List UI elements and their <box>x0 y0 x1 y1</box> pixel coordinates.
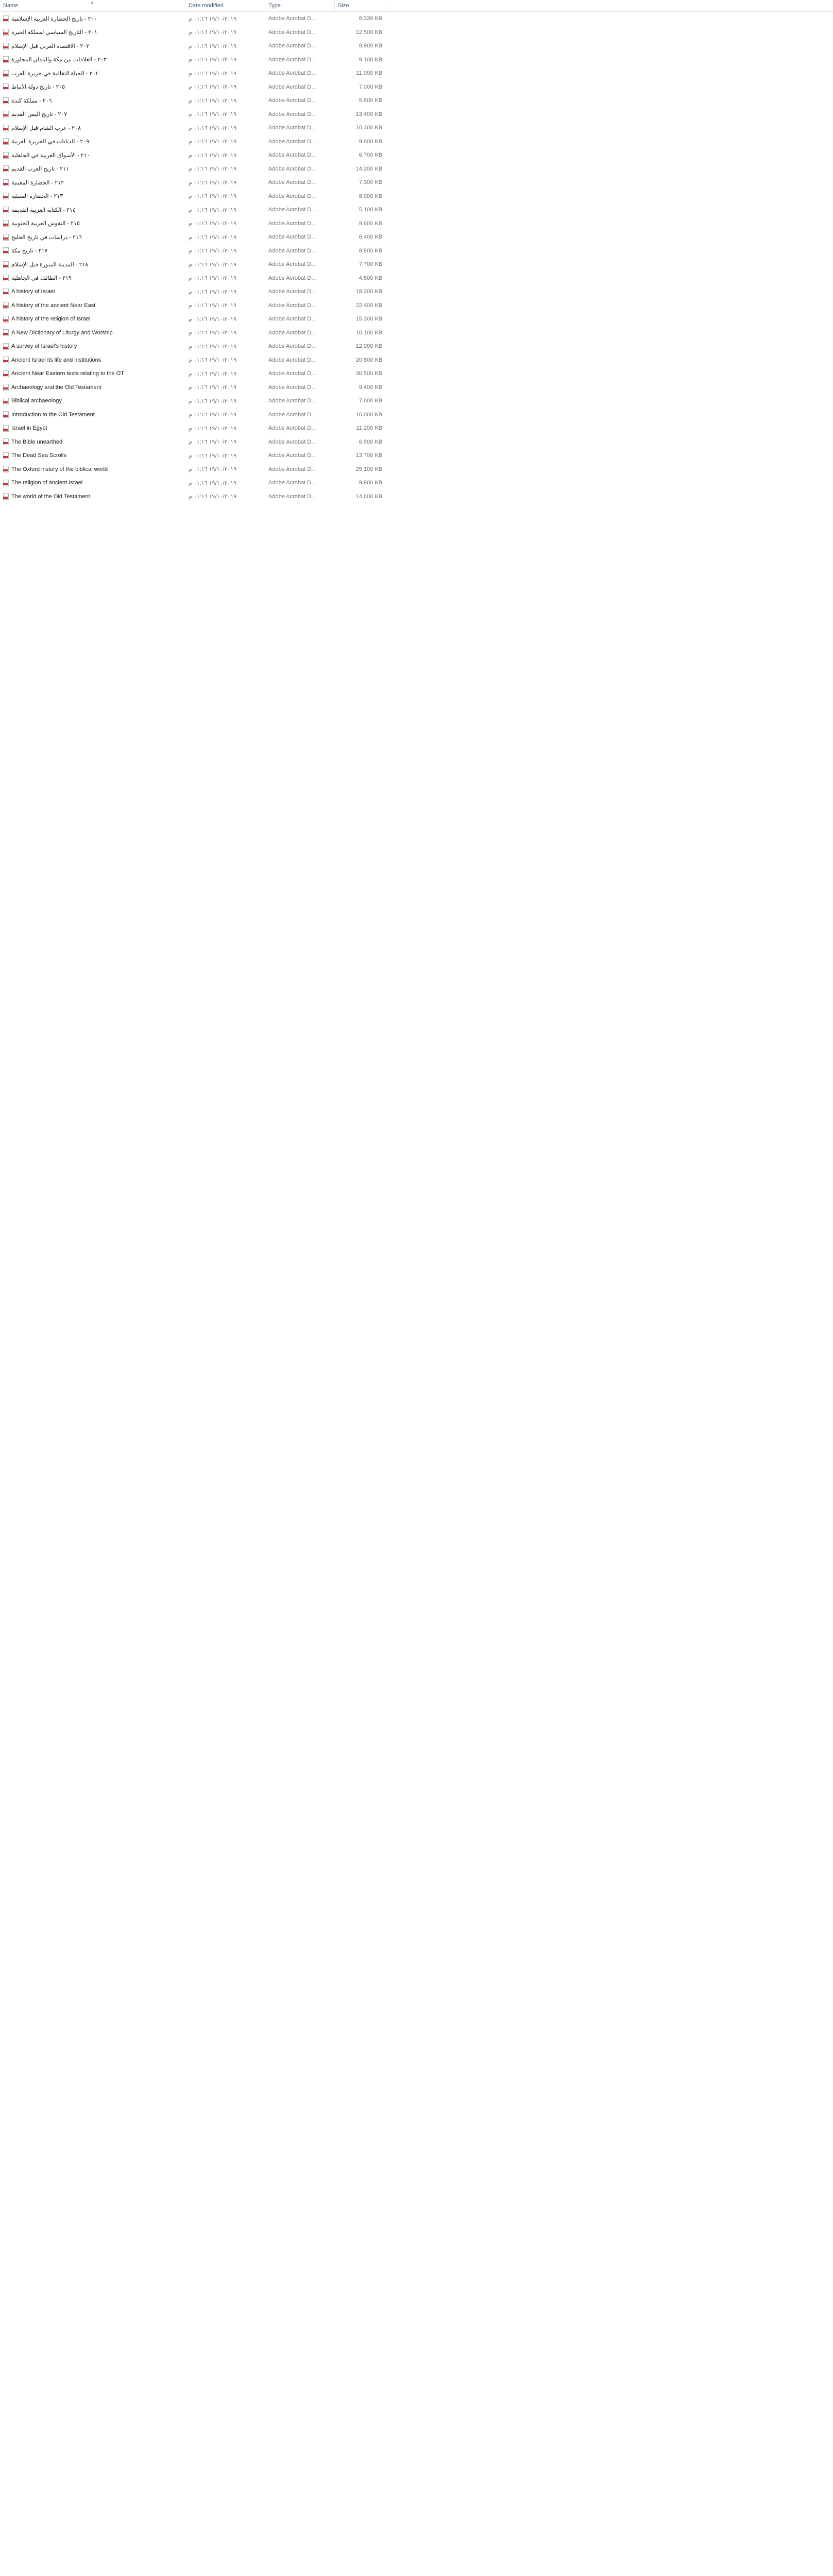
file-size: 13,400 KB <box>355 111 382 117</box>
file-date-modified: ١٩/١٠/٢٠١٩ ٠١:١٦ م <box>189 452 237 459</box>
file-row[interactable] <box>0 394 833 408</box>
file-size: 10,300 KB <box>355 125 382 131</box>
file-date-modified: ١٩/١٠/٢٠١٩ ٠١:١٦ م <box>189 357 237 364</box>
file-name-cell <box>0 438 185 445</box>
file-type: Adobe Acrobat D... <box>268 111 316 117</box>
file-name-cell <box>0 466 185 472</box>
file-row[interactable] <box>0 490 833 504</box>
file-row[interactable] <box>0 80 833 94</box>
pdf-file-icon <box>3 29 9 36</box>
file-name: Israel in Egypt <box>11 425 47 432</box>
file-type: Adobe Acrobat D... <box>268 125 316 131</box>
file-row[interactable] <box>0 340 833 353</box>
file-size: 5,100 KB <box>359 207 382 213</box>
file-date-modified: ١٩/١٠/٢٠١٩ ٠١:١٦ م <box>189 193 237 200</box>
file-name-cell <box>0 398 185 404</box>
file-name: ٢٠٦ - مملكة كندة <box>11 97 52 104</box>
file-row[interactable] <box>0 217 833 231</box>
file-date-modified: ١٩/١٠/٢٠١٩ ٠١:١٦ م <box>189 425 237 432</box>
file-row[interactable] <box>0 121 833 135</box>
file-date-modified: ١٩/١٠/٢٠١٩ ٠١:١٦ م <box>189 84 237 91</box>
column-header-name[interactable]: Name <box>0 0 185 11</box>
column-header-bar <box>0 0 833 12</box>
file-size: 25,100 KB <box>355 466 382 472</box>
file-size: 12,500 KB <box>355 29 382 36</box>
file-name-cell <box>0 493 185 500</box>
file-type: Adobe Acrobat D... <box>268 357 316 363</box>
pdf-file-icon <box>3 452 9 459</box>
file-size: 18,200 KB <box>355 289 382 295</box>
file-row[interactable] <box>0 367 833 381</box>
file-row[interactable] <box>0 26 833 40</box>
file-name: ٢٠٠ - تاريخ الحضارة العربية الإسلامية <box>11 15 97 22</box>
file-size: 15,300 KB <box>355 316 382 323</box>
file-name-cell <box>0 220 185 227</box>
file-name: ٢١٨ - المدينة المنورة قبل الإسلام <box>11 261 89 268</box>
pdf-file-icon <box>3 138 9 145</box>
pdf-file-icon <box>3 165 9 172</box>
pdf-file-icon <box>3 411 9 418</box>
file-date-modified: ١٩/١٠/٢٠١٩ ٠١:١٦ م <box>189 330 237 336</box>
file-row[interactable] <box>0 12 833 26</box>
file-name-cell <box>0 179 185 186</box>
file-size: 5,600 KB <box>359 97 382 104</box>
file-name-cell <box>0 234 185 241</box>
file-type: Adobe Acrobat D... <box>268 70 316 77</box>
file-date-modified: ١٩/١٠/٢٠١٩ ٠١:١٦ م <box>189 275 237 282</box>
file-row[interactable] <box>0 148 833 162</box>
file-name-cell <box>0 138 185 145</box>
file-size: 14,200 KB <box>355 165 382 172</box>
file-size: 6,700 KB <box>359 152 382 159</box>
file-name: ٢٠٩ - الديانات في الجزيرة العربية <box>11 139 90 145</box>
file-type: Adobe Acrobat D... <box>268 275 316 281</box>
file-type: Adobe Acrobat D... <box>268 261 316 268</box>
file-row[interactable] <box>0 476 833 490</box>
pdf-file-icon <box>3 343 9 350</box>
file-type: Adobe Acrobat D... <box>268 179 316 186</box>
file-type: Adobe Acrobat D... <box>268 43 316 49</box>
file-date-modified: ١٩/١٠/٢٠١٩ ٠١:١٦ م <box>189 398 237 404</box>
pdf-file-icon <box>3 357 9 363</box>
pdf-file-icon <box>3 70 9 77</box>
file-type: Adobe Acrobat D... <box>268 234 316 241</box>
file-size: 8,339 KB <box>359 15 382 22</box>
file-size: 10,100 KB <box>355 329 382 336</box>
file-date-modified: ١٩/١٠/٢٠١٩ ٠١:١٦ م <box>189 70 237 77</box>
file-name: Introduction to the Old Testament <box>11 411 95 418</box>
file-type: Adobe Acrobat D... <box>268 466 316 472</box>
file-name-cell <box>0 56 185 63</box>
file-name-cell <box>0 29 185 36</box>
file-type: Adobe Acrobat D... <box>268 138 316 145</box>
file-row[interactable] <box>0 162 833 176</box>
pdf-file-icon <box>3 179 9 186</box>
file-date-modified: ١٩/١٠/٢٠١٩ ٠١:١٦ م <box>189 111 237 118</box>
file-row[interactable] <box>0 421 833 435</box>
file-type: Adobe Acrobat D... <box>268 165 316 172</box>
file-name-cell <box>0 111 185 117</box>
file-name-cell <box>0 165 185 172</box>
file-name: ٢٠٨ - عرب الشام قبل الإسلام <box>11 125 81 131</box>
file-name: The Bible unearthed <box>11 438 63 445</box>
file-row[interactable] <box>0 53 833 67</box>
file-name: A history of the religion of Israel <box>11 316 91 323</box>
file-date-modified: ١٩/١٠/٢٠١٩ ٠١:١٦ م <box>189 207 237 213</box>
file-date-modified: ١٩/١٠/٢٠١٩ ٠١:١٦ م <box>189 43 237 49</box>
column-header-size[interactable]: Size <box>335 0 386 11</box>
file-size: 6,900 KB <box>359 438 382 445</box>
pdf-file-icon <box>3 193 9 199</box>
file-row[interactable] <box>0 285 833 299</box>
file-name: ٢١٣ - الحضارة السبئية <box>11 193 63 200</box>
file-date-modified: ١٩/١٠/٢٠١٩ ٠١:١٦ م <box>189 166 237 173</box>
file-size: 7,600 KB <box>359 398 382 404</box>
file-type: Adobe Acrobat D... <box>268 452 316 459</box>
file-name-cell <box>0 411 185 418</box>
file-type: Adobe Acrobat D... <box>268 302 316 309</box>
file-name: ٢٠٥ - تاريخ دولة الأنباط <box>11 84 65 91</box>
pdf-file-icon <box>3 302 9 309</box>
file-row[interactable] <box>0 312 833 326</box>
column-header-date-modified[interactable]: Date modified <box>185 0 265 11</box>
file-name: ٢٠٧ - تاريخ اليمن القديم <box>11 111 67 118</box>
pdf-file-icon <box>3 152 9 159</box>
file-date-modified: ١٩/١٠/٢٠١٩ ٠١:١٦ م <box>189 97 237 104</box>
file-type: Adobe Acrobat D... <box>268 370 316 377</box>
file-row[interactable] <box>0 203 833 217</box>
file-size: 8,000 KB <box>359 193 382 199</box>
file-name: A history of the ancient Near East <box>11 302 96 309</box>
file-type: Adobe Acrobat D... <box>268 329 316 336</box>
file-row[interactable] <box>0 449 833 463</box>
file-date-modified: ١٩/١٠/٢٠١٩ ٠١:١٦ م <box>189 480 237 486</box>
pdf-file-icon <box>3 275 9 281</box>
pdf-file-icon <box>3 370 9 377</box>
pdf-file-icon <box>3 97 9 104</box>
file-type: Adobe Acrobat D... <box>268 207 316 213</box>
file-size: 7,000 KB <box>359 83 382 90</box>
file-name-cell <box>0 384 185 391</box>
file-date-modified: ١٩/١٠/٢٠١٩ ٠١:١٦ م <box>189 494 237 500</box>
file-size: 8,800 KB <box>359 247 382 254</box>
file-name-cell <box>0 83 185 90</box>
file-name-cell <box>0 247 185 254</box>
file-type: Adobe Acrobat D... <box>268 480 316 486</box>
pdf-file-icon <box>3 43 9 49</box>
file-name: ٢١٠ - الأسواق العربية في الجاهلية <box>11 152 90 159</box>
file-row[interactable] <box>0 230 833 244</box>
file-date-modified: ١٩/١٠/٢٠١٩ ٠١:١٦ م <box>189 179 237 186</box>
file-name: ٢١٢ - الحضارة المعينية <box>11 179 64 186</box>
file-list <box>0 12 833 503</box>
file-name-cell <box>0 357 185 363</box>
pdf-file-icon <box>3 220 9 227</box>
file-type: Adobe Acrobat D... <box>268 425 316 432</box>
pdf-file-icon <box>3 83 9 90</box>
file-size: 20,800 KB <box>355 357 382 363</box>
file-row[interactable] <box>0 94 833 108</box>
file-date-modified: ١٩/١٠/٢٠١٩ ٠١:١٦ م <box>189 343 237 350</box>
file-name: The Oxford history of the biblical world <box>11 466 108 472</box>
file-name: The world of the Old Testament <box>11 493 90 500</box>
file-size: 12,000 KB <box>355 343 382 350</box>
file-date-modified: ١٩/١٠/٢٠١٩ ٠١:١٦ م <box>189 412 237 418</box>
file-type: Adobe Acrobat D... <box>268 411 316 418</box>
file-name-cell <box>0 207 185 213</box>
file-row[interactable] <box>0 326 833 340</box>
file-row[interactable] <box>0 299 833 313</box>
file-name: ٢١٦ - دراسات في تاريخ الخليج <box>11 234 82 241</box>
file-type: Adobe Acrobat D... <box>268 398 316 404</box>
pdf-file-icon <box>3 289 9 295</box>
pdf-file-icon <box>3 438 9 445</box>
file-name: A survey of Israel's history <box>11 343 77 350</box>
file-date-modified: ١٩/١٠/٢٠١٩ ٠١:١٦ م <box>189 248 237 255</box>
file-row[interactable] <box>0 135 833 149</box>
file-name: ٢١٤ - الكتابة العربية القديمة <box>11 207 76 213</box>
file-size: 16,000 KB <box>355 411 382 418</box>
file-name-cell <box>0 125 185 131</box>
file-type: Adobe Acrobat D... <box>268 438 316 445</box>
file-size: 9,400 KB <box>359 384 382 391</box>
file-name-cell <box>0 329 185 336</box>
file-name-cell <box>0 302 185 309</box>
file-name-cell <box>0 370 185 377</box>
file-row[interactable] <box>0 66 833 80</box>
file-name-cell <box>0 43 185 49</box>
file-name-cell <box>0 70 185 77</box>
pdf-file-icon <box>3 56 9 63</box>
pdf-file-icon <box>3 329 9 336</box>
file-name: A New Dictionary of Liturgy and Worship <box>11 329 113 336</box>
file-size: 9,100 KB <box>359 56 382 63</box>
file-type: Adobe Acrobat D... <box>268 493 316 500</box>
pdf-file-icon <box>3 247 9 254</box>
file-date-modified: ١٩/١٠/٢٠١٩ ٠١:١٦ م <box>189 302 237 309</box>
file-row[interactable] <box>0 435 833 449</box>
pdf-file-icon <box>3 398 9 404</box>
file-row[interactable] <box>0 353 833 367</box>
file-size: 11,200 KB <box>356 425 382 432</box>
file-row[interactable] <box>0 108 833 122</box>
file-date-modified: ١٩/١٠/٢٠١٩ ٠١:١٦ م <box>189 125 237 131</box>
file-name-cell <box>0 261 185 268</box>
file-size: 9,800 KB <box>359 138 382 145</box>
file-type: Adobe Acrobat D... <box>268 343 316 350</box>
pdf-file-icon <box>3 480 9 486</box>
file-name: Ancient Near Eastern texts relating to the OT <box>11 370 124 377</box>
pdf-file-icon <box>3 384 9 391</box>
pdf-file-icon <box>3 261 9 268</box>
file-name: ٢٠٣ - العلاقات بين مكة والبلدان المجاورة <box>11 57 107 63</box>
pdf-file-icon <box>3 466 9 472</box>
file-type: Adobe Acrobat D... <box>268 316 316 323</box>
pdf-file-icon <box>3 234 9 241</box>
file-name-cell <box>0 15 185 22</box>
file-name: ٢٠٤ - الحياة الثقافية في جزيرة العرب <box>11 70 99 77</box>
file-name: ٢٠١ - التاريخ السياسي لمملكة الحيرة <box>11 29 97 36</box>
pdf-file-icon <box>3 207 9 213</box>
file-size: 11,000 KB <box>356 70 382 77</box>
file-name: ٢١٥ - النقوش العربية الجنوبية <box>11 221 80 227</box>
file-size: 4,500 KB <box>359 275 382 281</box>
file-type: Adobe Acrobat D... <box>268 15 316 22</box>
file-size: 7,700 KB <box>359 261 382 268</box>
file-date-modified: ١٩/١٠/٢٠١٩ ٠١:١٦ م <box>189 466 237 473</box>
pdf-file-icon <box>3 15 9 22</box>
file-size: 30,500 KB <box>355 370 382 377</box>
file-type: Adobe Acrobat D... <box>268 247 316 254</box>
pdf-file-icon <box>3 425 9 432</box>
file-name: ٢١١ - تاريخ العرب القديم <box>11 166 69 173</box>
file-name-cell <box>0 425 185 432</box>
file-name: Biblical archaeology <box>11 398 62 404</box>
file-name: The Dead Sea Scrolls <box>11 452 66 459</box>
file-date-modified: ١٩/١٠/٢٠١٩ ٠١:١٦ م <box>189 221 237 227</box>
file-row[interactable] <box>0 463 833 477</box>
file-type: Adobe Acrobat D... <box>268 152 316 159</box>
file-type: Adobe Acrobat D... <box>268 29 316 36</box>
file-type: Adobe Acrobat D... <box>268 220 316 227</box>
file-date-modified: ١٩/١٠/٢٠١٩ ٠١:١٦ م <box>189 139 237 145</box>
file-name: ٢١٩ - الطائف في الجاهلية <box>11 275 72 282</box>
file-type: Adobe Acrobat D... <box>268 56 316 63</box>
file-name-cell <box>0 452 185 459</box>
file-row[interactable] <box>0 176 833 190</box>
pdf-file-icon <box>3 493 9 500</box>
file-name-cell <box>0 152 185 159</box>
file-name-cell <box>0 343 185 350</box>
file-date-modified: ١٩/١٠/٢٠١٩ ٠١:١٦ م <box>189 289 237 295</box>
file-date-modified: ١٩/١٠/٢٠١٩ ٠١:١٦ م <box>189 261 237 268</box>
file-name-cell <box>0 316 185 323</box>
file-type: Adobe Acrobat D... <box>268 289 316 295</box>
file-row[interactable] <box>0 244 833 258</box>
file-size: 8,900 KB <box>359 43 382 49</box>
file-date-modified: ١٩/١٠/٢٠١٩ ٠١:١٦ م <box>189 29 237 36</box>
file-date-modified: ١٩/١٠/٢٠١٩ ٠١:١٦ م <box>189 152 237 159</box>
file-date-modified: ١٩/١٠/٢٠١٩ ٠١:١٦ م <box>189 439 237 446</box>
column-header-type[interactable]: Type <box>265 0 335 11</box>
file-name: ٢١٧ - تاريخ مكة <box>11 248 48 255</box>
file-name-cell <box>0 480 185 486</box>
file-date-modified: ١٩/١٠/٢٠١٩ ٠١:١٦ م <box>189 234 237 241</box>
file-size: 22,400 KB <box>355 302 382 309</box>
file-size: 13,700 KB <box>355 452 382 459</box>
file-name-cell <box>0 193 185 199</box>
file-type: Adobe Acrobat D... <box>268 384 316 391</box>
file-row[interactable] <box>0 39 833 53</box>
file-date-modified: ١٩/١٠/٢٠١٩ ٠١:١٦ م <box>189 316 237 323</box>
file-date-modified: ١٩/١٠/٢٠١٩ ٠١:١٦ م <box>189 15 237 22</box>
file-name-cell <box>0 275 185 281</box>
pdf-file-icon <box>3 316 9 323</box>
file-name: The religion of ancient Israel <box>11 480 83 486</box>
file-date-modified: ١٩/١٠/٢٠١٩ ٠١:١٦ م <box>189 384 237 391</box>
file-name: Archaeology and the Old Testament <box>11 384 101 391</box>
pdf-file-icon <box>3 111 9 117</box>
file-row[interactable] <box>0 258 833 272</box>
file-name-cell <box>0 289 185 295</box>
file-row[interactable] <box>0 190 833 204</box>
file-type: Adobe Acrobat D... <box>268 193 316 199</box>
file-date-modified: ١٩/١٠/٢٠١٩ ٠١:١٦ م <box>189 57 237 63</box>
pdf-file-icon <box>3 125 9 131</box>
file-row[interactable] <box>0 272 833 285</box>
file-size: 14,600 KB <box>355 493 382 500</box>
file-name: A history of Israel <box>11 289 55 295</box>
file-size: 6,400 KB <box>359 234 382 241</box>
file-size: 9,600 KB <box>359 220 382 227</box>
file-type: Adobe Acrobat D... <box>268 97 316 104</box>
file-size: 7,300 KB <box>359 179 382 186</box>
file-date-modified: ١٩/١٠/٢٠١٩ ٠١:١٦ م <box>189 370 237 377</box>
file-name: Ancient Israel its life and institutions <box>11 357 101 363</box>
file-name: ٢٠٢ - الاقتصاد العربي قبل الإسلام <box>11 43 90 49</box>
file-type: Adobe Acrobat D... <box>268 83 316 90</box>
file-row[interactable] <box>0 408 833 422</box>
file-name-cell <box>0 97 185 104</box>
sort-ascending-icon: ▲ <box>90 0 94 5</box>
file-row[interactable] <box>0 381 833 395</box>
file-size: 9,900 KB <box>359 480 382 486</box>
